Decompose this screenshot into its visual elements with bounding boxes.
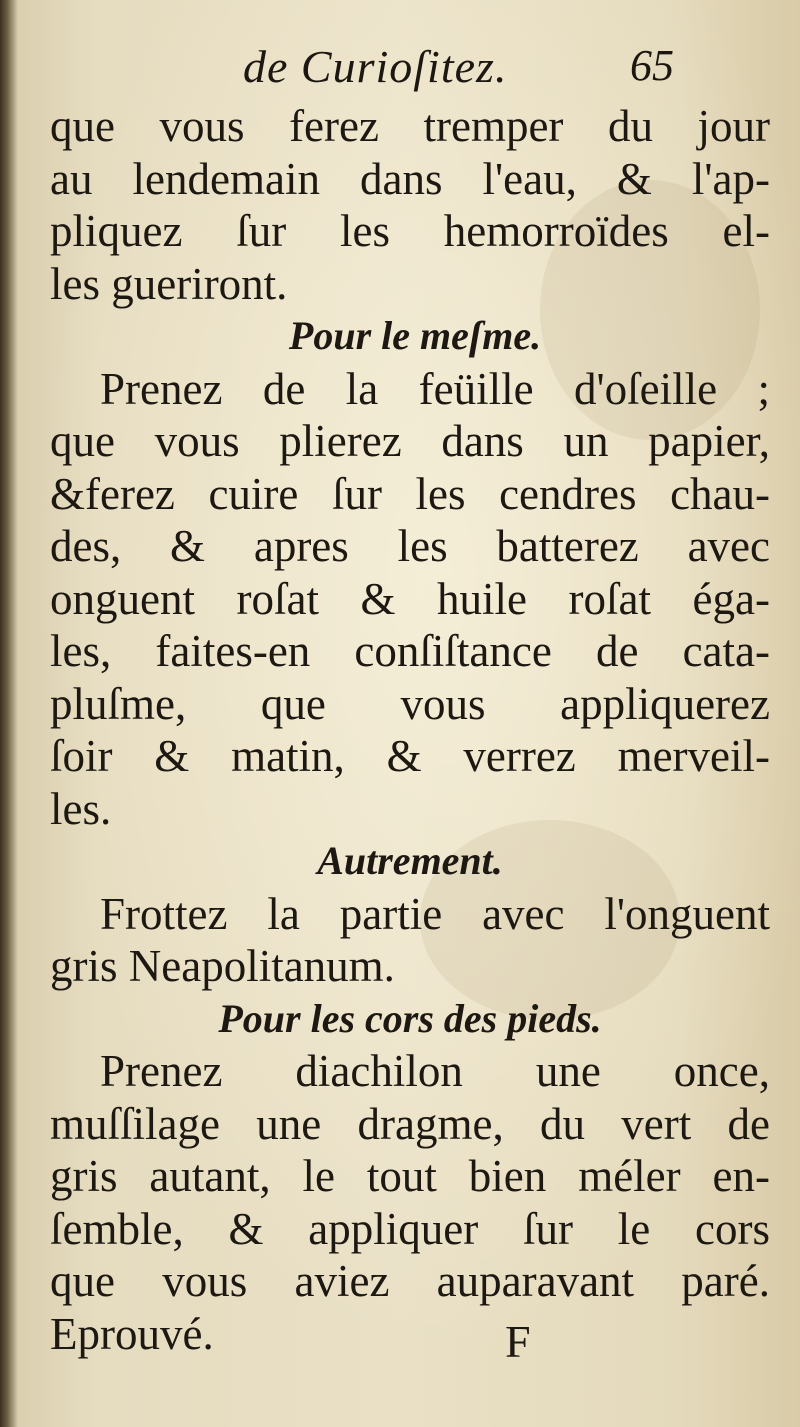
text-line: que vous ferez tremper du jour (50, 101, 770, 151)
section-heading: Pour les cors des pieds. (218, 995, 602, 1041)
text-line: les. (50, 783, 112, 834)
text-line: muſſilage une dragme, du vert de (50, 1098, 770, 1149)
page-header (0, 40, 800, 100)
text-line: gris Neapolitanum. (50, 941, 395, 991)
text-line: &ferez cuire ſur les cendres chau- (50, 468, 770, 519)
text-line: que vous plierez dans un papier, (50, 416, 770, 466)
text-line: gris autant, le tout bien méler en- (50, 1151, 770, 1201)
text-line: onguent roſat & huile roſat éga- (50, 573, 770, 624)
text-line: Eprouvé. (50, 1308, 214, 1359)
page-gutter (0, 0, 18, 1427)
text-line: que vous aviez auparavant paré. (50, 1256, 770, 1306)
text-line: au lendemain dans l'eau, & l'ap- (50, 153, 770, 204)
text-line: ſemble, & appliquer ſur le cors (50, 1203, 770, 1254)
page-text (50, 100, 770, 1360)
text-line: pliquez ſur les hemorroïdes el- (50, 206, 770, 256)
page-number: 65 (630, 41, 674, 90)
text-line: Prenez diachilon une once, (100, 1046, 770, 1096)
text-line: Frottez la partie avec l'onguent (100, 888, 770, 939)
running-head: de Curioſitez. (243, 41, 508, 92)
text-line: pluſme, que vous appliquerez (50, 678, 770, 729)
text-line: des, & apres les batterez avec (50, 521, 770, 571)
signature-mark: F (505, 1316, 531, 1367)
text-line: ſoir & matin, & verrez merveil- (50, 731, 770, 781)
text-line: les gueriront. (50, 258, 288, 309)
text-line: les, faites-en conſiſtance de cata- (50, 626, 770, 676)
text-line: Prenez de la feüille d'oſeille ; (100, 363, 770, 414)
section-heading: Pour le meſme. (288, 313, 542, 358)
section-heading: Autrement. (317, 838, 503, 883)
